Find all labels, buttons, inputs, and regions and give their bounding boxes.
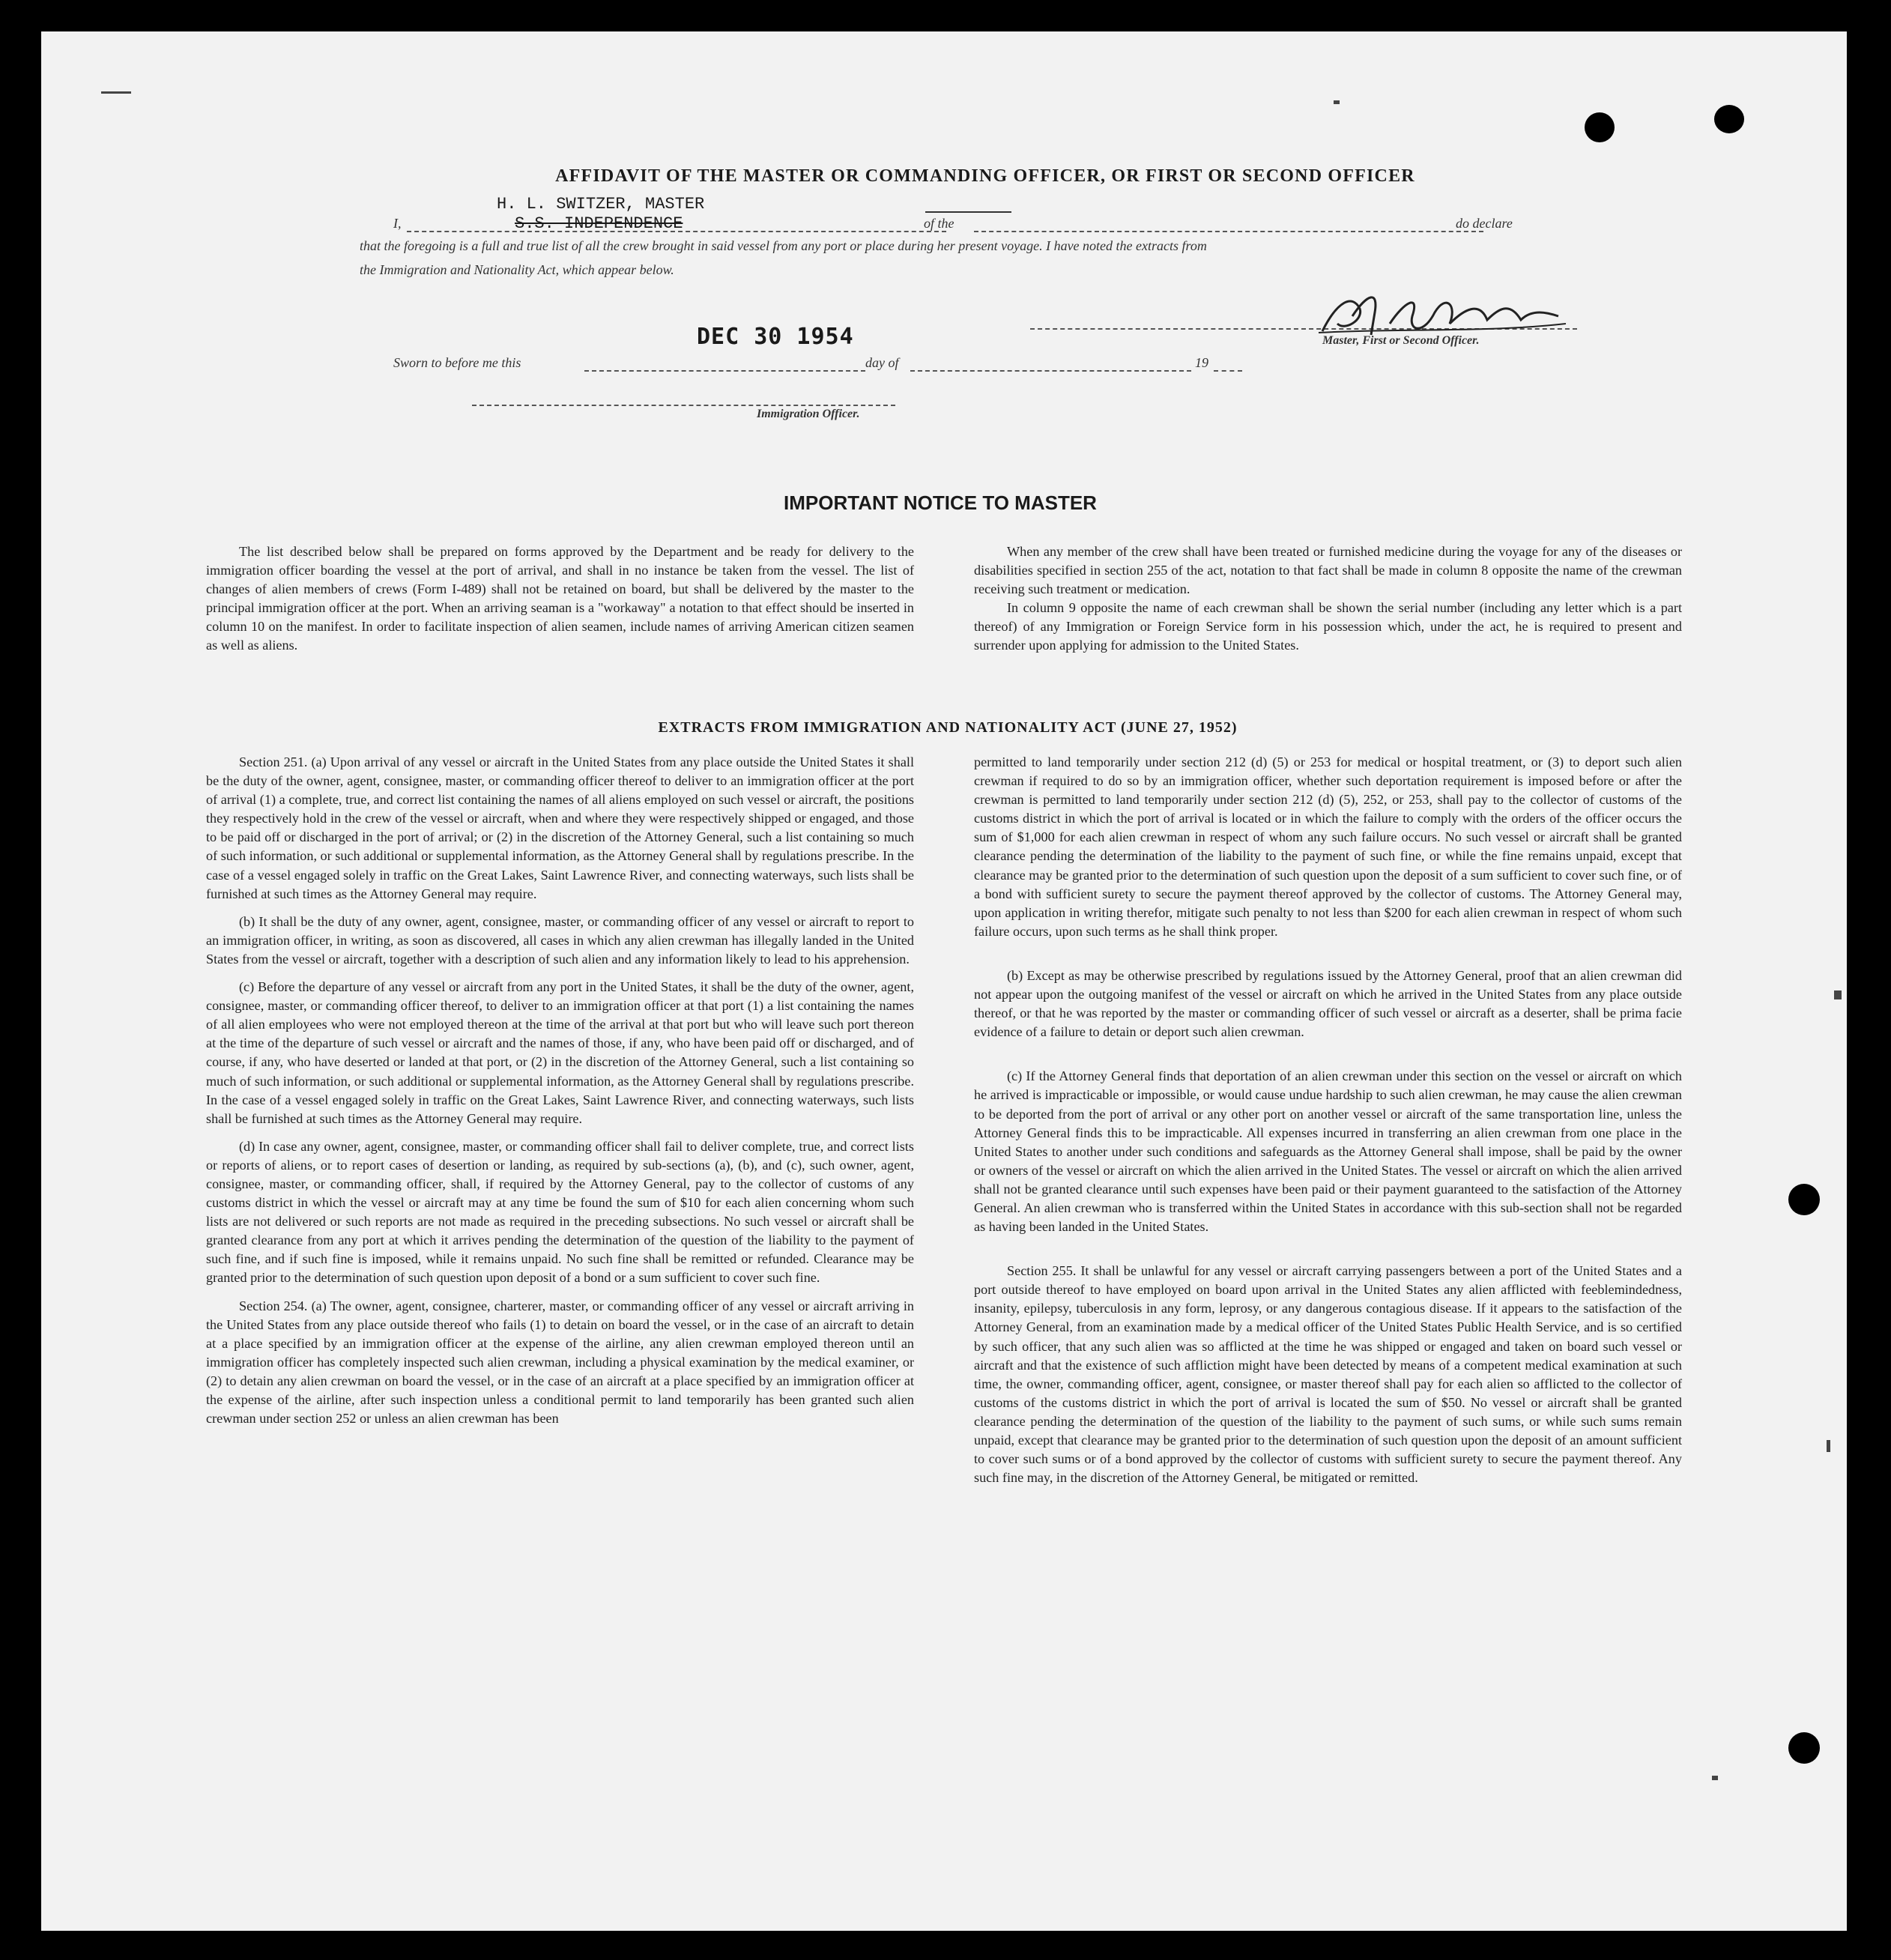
scan-mark xyxy=(101,91,131,94)
section-254a: Section 254. (a) The owner, agent, consignee, charterer, master, or commanding officer of any vessel or aircraft arriving in the United States from any place outside thereof who fails (1) to detain on board the vessel, or in the case of an aircraft to detain at a place specified by an immigration officer at the expense of the airline, any alien crewman employed thereon until an immigration officer has completely inspected such alien crewman, including a physical examination by the medical examiner, or (2) to detain any alien crewman on board the vessel, or in the case of an aircraft at a place specified by an immigration officer at the expense of the airline, after such inspection unless a conditional permit to land temporarily has been granted such alien crewman under section 252 or unless an alien crewman has been xyxy=(206,1298,914,1427)
extracts-left-column xyxy=(206,753,914,1437)
date-stamp: DEC 30 1954 xyxy=(697,324,854,350)
scan-mark xyxy=(1827,1440,1830,1452)
day-line xyxy=(584,370,865,372)
punch-hole xyxy=(1714,105,1744,133)
officer-label: Immigration Officer. xyxy=(757,408,860,420)
vessel-line xyxy=(974,231,1483,232)
punch-hole xyxy=(1788,1184,1820,1215)
punch-hole xyxy=(1788,1732,1820,1764)
officer-line xyxy=(472,405,895,406)
scan-mark xyxy=(1834,990,1842,999)
i-label: I, xyxy=(393,216,402,231)
extracts-right-column xyxy=(974,753,1682,1496)
notice-left-paragraph: The list described below shall be prepared on forms approved by the Department and be ready for delivery to the immigration officer boarding the vessel at the port of arrival, and shall in no instance be taken from the vessel. The list of changes of alien members of crews (Form I-489) shall not be retained on board, but shall be delivered by the master to the principal immigration officer at the port. When an arriving seaman is a "workaway" a notation to that effect should be inserted in column 10 on the manifest. In order to facilitate inspection of alien seamen, include names of arriving American citizen seamen as well as aliens. xyxy=(206,544,914,653)
typed-vessel: S.S. INDEPENDENCE xyxy=(515,214,683,233)
section-251b: (b) It shall be the duty of any owner, agent, consignee, master, or commanding officer of any vessel or aircraft to report to an immigration officer, in writing, as soon as discovered, all cases in which any alien crewman has illegally landed in the United States from the vessel or aircraft, together with a description of such alien and any information likely to lead to his apprehension. xyxy=(206,913,914,967)
section-251c: (c) Before the departure of any vessel or aircraft from any port in the United States, it shall be the duty of the owner, agent, consignee, master, or commanding officer thereof, to deliver to an immigration officer at that port (1) a list containing the names of all alien employees who were not employed thereon at the time of the arrival at that port but who will leave such port thereon at the time of the departure of such vessel or aircraft and the names of those, if any, who have been paid off or discharged, and of course, if any, who have deserted or landed at that port, or (2) in the discretion of the Attorney General, such a list containing so much of such information, or such additional or supplemental information, as the Attorney General shall by regulations prescribe. In the case of a vessel engaged solely in traffic on the Great Lakes, Saint Lawrence River, and connecting waterways, such lists shall be furnished at such times as the Attorney General may require. xyxy=(206,979,914,1126)
document-page xyxy=(41,31,1847,1931)
section-251a: Section 251. (a) Upon arrival of any vessel or aircraft in the United States from any place outside the United States it shall be the duty of the owner, agent, consignee, master, or commanding officer thereof to deliver to an immigration officer at the port of arrival (1) a complete, true, and correct list containing the names of all aliens employed on such vessel or aircraft, the positions they respectively hold in the crew of the vessel or aircraft, when and where they were respectively shipped or engaged, and those to be paid off or discharged in the port of arrival; or (2) in the discretion of the Attorney General, such a list containing so much of such information, or such additional or supplemental information, as the Attorney General shall by regulations prescribe. In the case of a vessel engaged solely in traffic on the Great Lakes, Saint Lawrence River, and connecting waterways, such lists shall be furnished at such times as the Attorney General may require. xyxy=(206,754,914,901)
section-254a-continued: permitted to land temporarily under section 212 (d) (5) or 253 for medical or hospital treatment, or (3) to deport such alien crewman if required to do so by an immigration officer, whether such deportation requirement is imposed before or after the crewman is permitted to land temporarily under section 212 (d) (5), 252, or 253, shall pay to the collector of customs of the customs district in which the port of arrival is located or in which the failure to comply with the orders of the officer occurs the sum of $1,000 for each alien crewman in respect of whom any such failure occurs. No such vessel or aircraft shall be granted clearance pending the determination of the liability to the payment of such fine, or while the fine remains unpaid, except that clearance may be granted prior to the determination of such question upon the deposit of a sum sufficient to cover such fine, or of a bond with sufficient surety to secure the payment thereof approved by the collector of customs. The Attorney General may, upon application in writing therefor, mitigate such penalty to not less than $200 for each alien crewman in respect of whom such failure occurs, upon such terms as he shall think proper. xyxy=(974,754,1682,939)
section-254c: (c) If the Attorney General finds that deportation of an alien crewman under this section on the vessel or aircraft on which he arrived is impracticable or impossible, or would cause undue hardship to such alien crewman, he may cause the alien crewman to be deported from the port of arrival or any other port on another vessel or aircraft of the same transportation line, unless the Attorney General finds this to be impracticable. All expenses incurred in transferring an alien crewman from one place in the United States to another under such conditions and safeguards as the Attorney General shall impose, shall be paid by the owner or owners of the vessel or aircraft on which the alien arrived in the United States. The vessel or aircraft on which the alien arrived shall not be granted clearance until such expenses have been paid or their payment guaranteed to the satisfaction of the Attorney General. An alien crewman who is transferred within the United States in accordance with this sub-section shall not be regarded as having been landed in the United States. xyxy=(974,1068,1682,1235)
notice-right-paragraph-1: When any member of the crew shall have been treated or furnished medicine during the voyage for any of the diseases or disabilities specified in section 255 of the act, notation to that fact shall be made in column 8 opposite the name of the crewman receiving such treatment or medication. xyxy=(974,544,1682,597)
section-255: Section 255. It shall be unlawful for any vessel or aircraft carrying passengers between a port of the United States and a port outside thereof to have employed on board upon arrival in the United States any alien afflicted with feeblemindedness, insanity, epilepsy, tuberculosis in any form, leprosy, or any dangerous contagious disease. If it appears to the satisfaction of the Attorney General, from an examination made by a medical officer of the United States Public Health Service, and is so certified by such officer, that any such alien was so afflicted at the time he was shipped or engaged and taken on board such vessel or aircraft and that the existence of such affliction might have been detected by means of a competent medical examination at such time, the owner, commanding officer, agent, consignee, or master thereof shall pay for each alien so afflicted to the collector of customs of the customs district in which the port of arrival is located the sum of $50. No vessel or aircraft shall be granted clearance pending the determination of the question of the liability to the payment of such sums, or while such sums remain unpaid, except that clearance may be granted prior to the determination of such question upon the deposit of an amount sufficient to cover such sums or of a bond approved by the collector of customs with sufficient surety to secure the payment thereof. Any such fine may, in the discretion of the Attorney General, be mitigated or remitted. xyxy=(974,1263,1682,1486)
sworn-label: Sworn to before me this xyxy=(393,355,521,370)
punch-hole xyxy=(1585,112,1615,142)
month-line xyxy=(910,370,1191,372)
scan-mark xyxy=(1712,1776,1718,1780)
section-254b: (b) Except as may be otherwise prescribed by regulations issued by the Attorney General, proof that an alien crewman did not appear upon the outgoing manifest of the vessel or aircraft on which he arrived in the United States from any place outside thereof, or that he was reported by the master or commanding officer of such vessel or aircraft as a deserter, shall be prima facie evidence of a failure to detain or deport such alien crewman. xyxy=(974,967,1682,1040)
extracts-heading: EXTRACTS FROM IMMIGRATION AND NATIONALITY ACT (JUNE 27, 1952) xyxy=(658,719,1238,736)
day-of-label: day of xyxy=(865,355,899,370)
year-prefix: 19 xyxy=(1195,355,1208,370)
notice-heading: IMPORTANT NOTICE TO MASTER xyxy=(784,491,1097,514)
master-label: Master, First or Second Officer. xyxy=(1322,334,1480,347)
title-rule xyxy=(925,211,1011,213)
do-declare-label: do declare xyxy=(1456,216,1513,231)
section-251d: (d) In case any owner, agent, consignee, master, or commanding officer shall fail to deliver complete, true, and correct lists or reports of aliens, or to report cases of desertion or landing, as required by sub-sections (a), (b), and (c), such owner, agent, consignee, master, or commanding officer, shall, if required by the Attorney General, pay to the collector of customs of any customs district in which the vessel or aircraft may at any time be found the sum of $10 for each alien concerning whom such lists are not delivered or such reports are not made as required in the preceding subsections. No such vessel or aircraft shall be granted clearance from any port at which it arrives pending the determination of the question of the liability to the payment of such fine, and if such fine is imposed, while it remains unpaid. No such fine shall be remitted or refunded. Clearance may be granted prior to the determination of such question upon deposit of a bond or a sum sufficient to cover such fine. xyxy=(206,1138,914,1286)
notice-right-paragraph-2: In column 9 opposite the name of each crewman shall be shown the serial number (including any letter which is a part thereof) of any Immigration or Foreign Service form in his possession which, under the act, he is required to present and surrender upon applying for admission to the United States. xyxy=(974,600,1682,653)
typed-name: H. L. SWITZER, MASTER xyxy=(497,195,705,214)
affidavit-body-line2: the Immigration and Nationality Act, which appear below. xyxy=(360,262,674,277)
of-the-label: of the xyxy=(924,216,954,231)
affidavit-title: AFFIDAVIT OF THE MASTER OR COMMANDING OFFICER, OR FIRST OR SECOND OFFICER xyxy=(555,166,1415,186)
notice-right-column xyxy=(974,542,1682,665)
notice-left-column xyxy=(206,542,914,665)
year-line xyxy=(1214,370,1242,372)
affidavit-body-line1: that the foregoing is a full and true list of all the crew brought in said vessel from any port or place during her present voyage. I have noted the extracts from xyxy=(360,238,1207,253)
scan-mark xyxy=(1334,100,1340,104)
